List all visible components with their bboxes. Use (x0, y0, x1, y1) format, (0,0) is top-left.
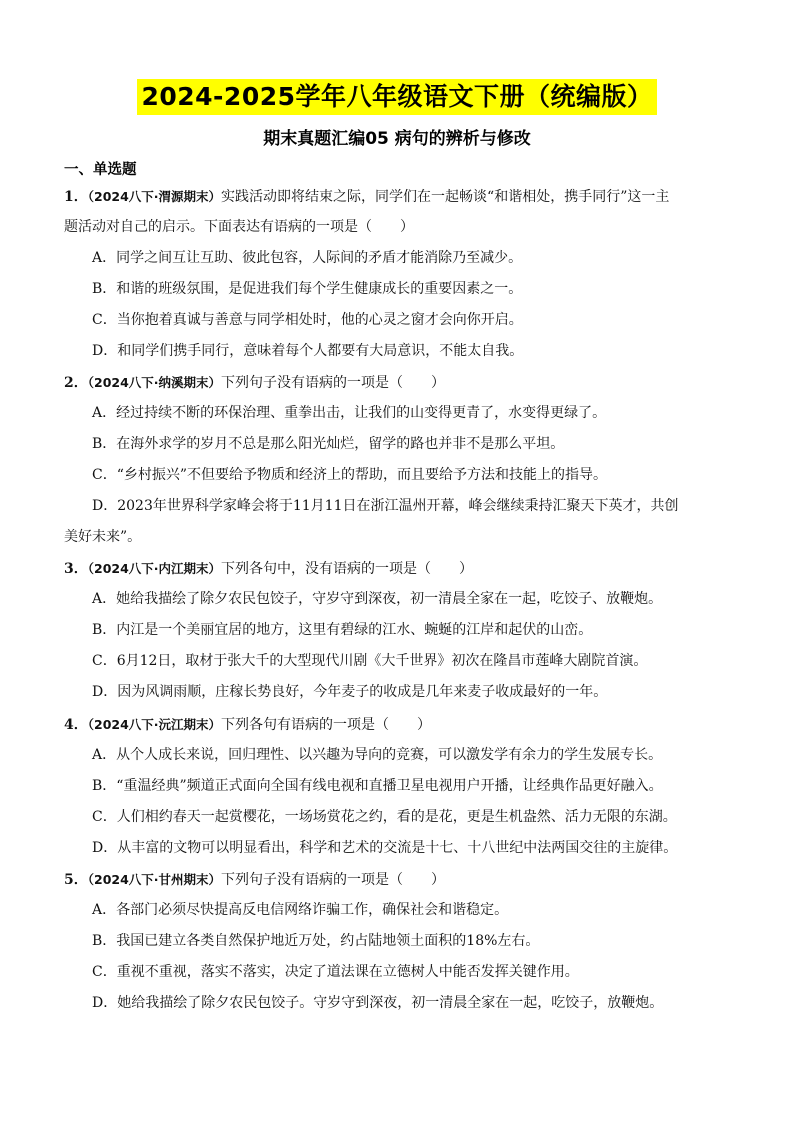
question-text: 下列句子没有语病的一项是（ ） (221, 872, 446, 888)
question-number: 5． (64, 872, 88, 888)
question-text: 实践活动即将结束之际，同学们在一起畅谈“和谐相处，携手同行”这一主 (221, 189, 670, 205)
question-4-stem (64, 709, 728, 741)
question-5-option-c: C．重视不重视，落实不落实，决定了道法课在立德树人中能否发挥关键作用。 (92, 964, 579, 980)
question-5-stem (64, 864, 728, 896)
question-3-option-a: A．她给我描绘了除夕农民包饺子，守岁守到深夜，初一清晨全家在一起，吃饺子、放鞭炮。 (92, 591, 663, 607)
question-2-option-d: D．2023年世界科学家峰会将于11月11日在浙江温州开幕，峰会继续秉持汇聚天下英才，共创 (92, 498, 679, 514)
question-2-option-a: A．经过持续不断的环保治理、重拳出击，让我们的山变得更青了，水变得更绿了。 (92, 405, 607, 421)
question-1-option-c: C．当你抱着真诚与善意与同学相处时，他的心灵之窗才会向你开启。 (92, 312, 523, 328)
question-source: （2024八下·纳溪期末） (87, 375, 222, 390)
question-text: 下列各句中，没有语病的一项是（ ） (221, 561, 474, 577)
question-source: （2024八下·沅江期末） (87, 717, 222, 732)
question-number: 1． (64, 189, 88, 205)
question-5-option-b: B．我国已建立各类自然保护地近万处，约占陆地领土面积的18%左右。 (92, 933, 540, 949)
question-5-option-a: A．各部门必须尽快提高反电信网络诈骗工作，确保社会和谐稳定。 (92, 902, 509, 918)
question-1-stem (64, 181, 728, 213)
question-4-option-c: C．人们相约春天一起赏樱花，一场场赏花之约，看的是花，更是生机盎然、活力无限的东湖。 (92, 809, 677, 825)
question-3-option-c: C．6月12日，取材于张大千的大型现代川剧《大千世界》初次在隆昌市莲峰大剧院首演。 (92, 653, 648, 669)
page-subtitle: 期末真题汇编05 病句的辨析与修改 (263, 129, 531, 149)
page-title: 2024-2025学年八年级语文下册（统编版） (137, 79, 656, 115)
question-source: （2024八下·内江期末） (87, 561, 222, 576)
question-2-option-d-cont: 美好未来”。 (64, 529, 142, 545)
question-5-option-d: D．她给我描绘了除夕农民包饺子。守岁守到深夜，初一清晨全家在一起，吃饺子，放鞭炮。 (92, 995, 664, 1011)
question-text: 下列各句有语病的一项是（ ） (221, 717, 432, 733)
question-3-option-b: B．内江是一个美丽宜居的地方，这里有碧绿的江水、蜿蜒的江岸和起伏的山峦。 (92, 622, 593, 638)
question-text: 下列句子没有语病的一项是（ ） (221, 375, 446, 391)
question-number: 2． (64, 375, 88, 391)
question-source: （2024八下·渭源期末） (87, 189, 222, 204)
question-4-option-a: A．从个人成长来说，回归理性、以兴趣为导向的竞赛，可以激发学有余力的学生发展专长。 (92, 747, 663, 763)
question-1-option-a: A．同学之间互让互助、彼此包容，人际间的矛盾才能消除乃至减少。 (92, 250, 523, 266)
question-3-option-d: D．因为风调雨顺，庄稼长势良好，今年麦子的收成是几年来麦子收成最好的一年。 (92, 684, 608, 700)
question-4-option-d: D．从丰富的文物可以明显看出，科学和艺术的交流是十七、十八世纪中法两国交往的主旋律。 (92, 840, 678, 856)
question-4-option-b: B．“重温经典”频道正式面向全国有线电视和直播卫星电视用户开播，让经典作品更好融入。 (92, 778, 663, 794)
question-3-stem (64, 553, 728, 585)
question-source: （2024八下·甘州期末） (87, 872, 222, 887)
section-heading: 一、单选题 (64, 162, 137, 178)
question-number: 3． (64, 561, 88, 577)
question-2-option-b: B．在海外求学的岁月不总是那么阳光灿烂，留学的路也并非不是那么平坦。 (92, 436, 565, 452)
question-1-option-d: D．和同学们携手同行，意味着每个人都要有大局意识，不能太自我。 (92, 343, 524, 359)
question-number: 4． (64, 717, 88, 733)
question-1-option-b: B．和谐的班级氛围，是促进我们每个学生健康成长的重要因素之一。 (92, 281, 523, 297)
question-2-stem (64, 367, 728, 399)
question-1-stem-cont: 题活动对自己的启示。下面表达有语病的一项是（ ） (64, 219, 414, 235)
title-container (0, 79, 794, 115)
question-2-option-c: C．“乡村振兴”不但要给予物质和经济上的帮助，而且要给予方法和技能上的指导。 (92, 467, 608, 483)
